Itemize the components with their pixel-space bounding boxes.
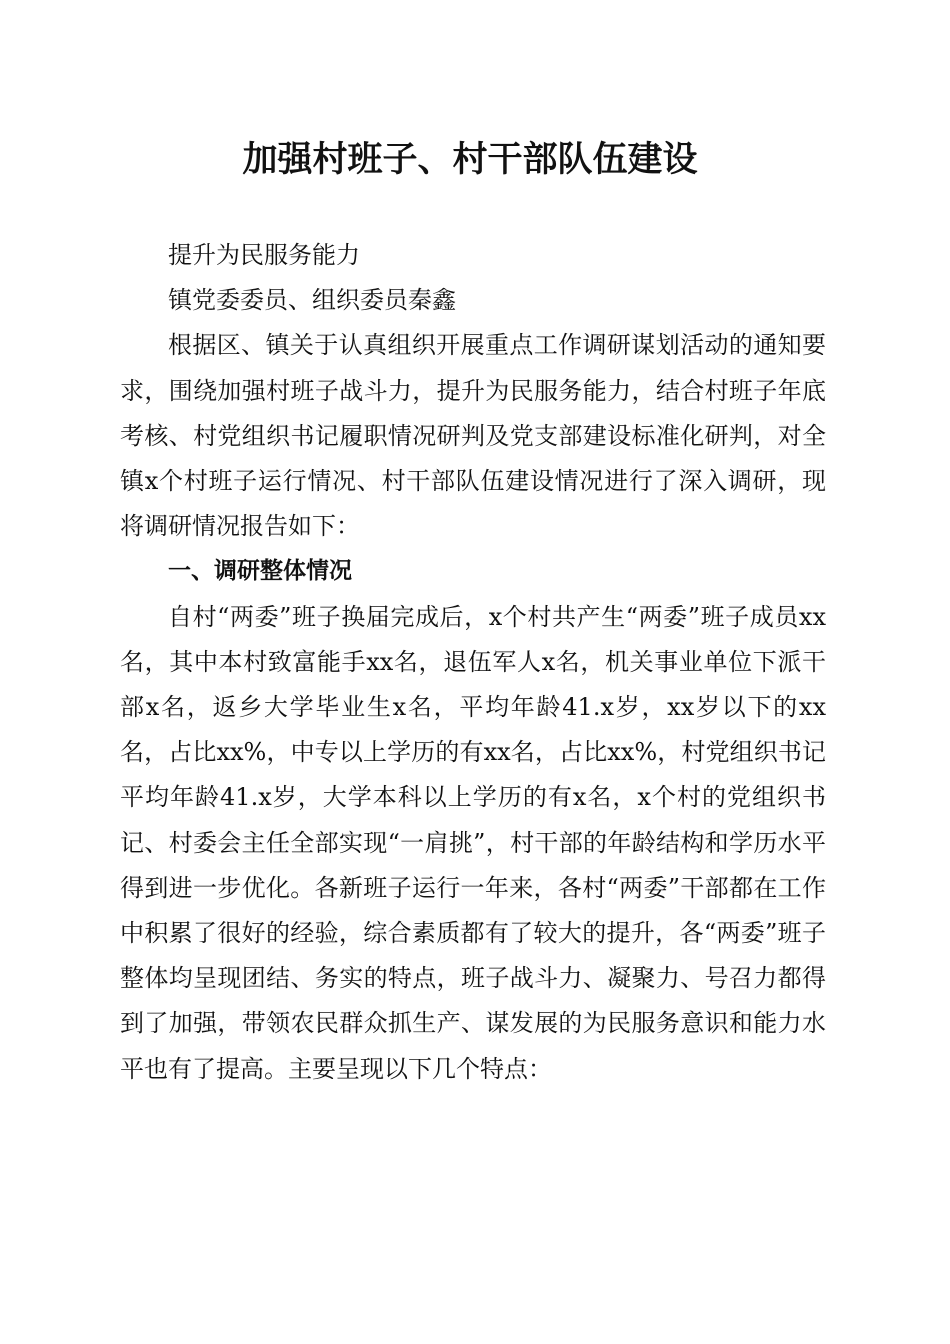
document-body: [120, 233, 826, 1092]
subtitle: 提升为民服务能力: [168, 241, 360, 269]
section-heading: 一、调研整体情况: [168, 558, 352, 585]
document-title: 加强村班子、村干部队伍建设: [242, 139, 698, 180]
author-line: 镇党委委员、组织委员秦鑫: [168, 286, 456, 315]
section-paragraph: 自村“两委”班子换届完成后，x个村共产生“两委”班子成员xx名，其中本村致富能手xx名，退伍军人x名，机关事业单位下派干部x名，返乡大学毕业生x名，平均年龄41.x岁，xx岁以下的xx名，占比xx%，中专以上学历的有xx名，占比xx%，村党组织书记平均年龄41.x岁，大学本科以上学历的有x名，x个村的党组织书记、村委会主任全部实现“一肩挑”，村干部的年龄结构和学历水平得到进一步优化。各新班子运行一年来，各村“两委”干部都在工作中积累了很好的经验，综合素质都有了较大的提升，各“两委”班子整体均呈现团结、务实的特点，班子战斗力、凝聚力、号召力都得到了加强，带领农民群众抓生产、谋发展的为民服务意识和能力水平也有了提高。主要呈现以下几个特点：: [120, 602, 826, 1083]
intro-paragraph: 根据区、镇关于认真组织开展重点工作调研谋划活动的通知要求，围绕加强村班子战斗力，提升为民服务能力，结合村班子年底考核、村党组织书记履职情况研判及党支部建设标准化研判，对全镇x个村班子运行情况、村干部队伍建设情况进行了深入调研，现将调研情况报告如下：: [120, 331, 826, 541]
